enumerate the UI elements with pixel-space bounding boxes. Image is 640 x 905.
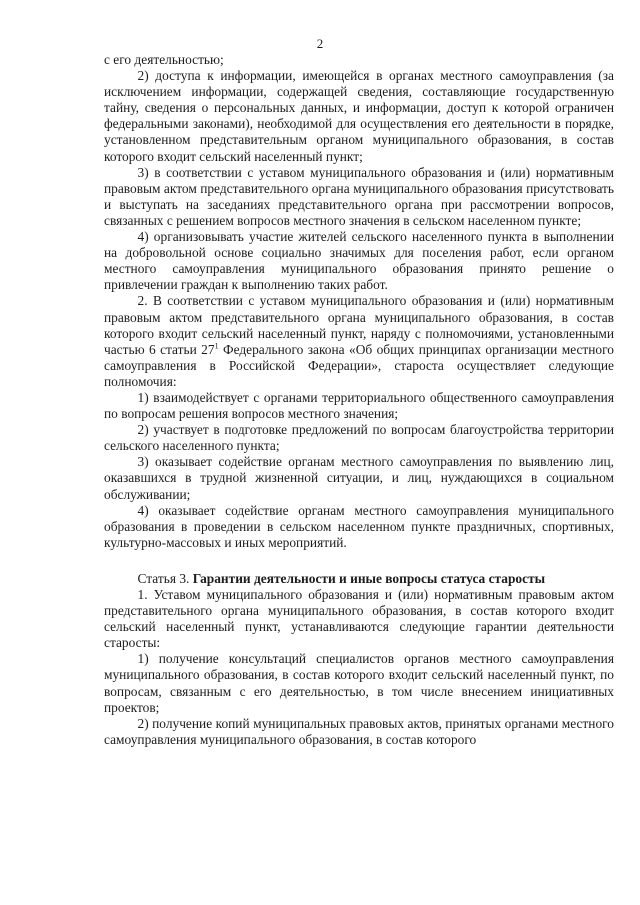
paragraph: 1. Уставом муниципального образования и (или) нормативным правовым актом представительного органа муниципального образования, в состав которого входит сельский населенный пункт, устанавливаются следующие гарантии деятельности старосты: [104, 587, 614, 651]
paragraph-powers [104, 293, 614, 390]
paragraph: 2) доступа к информации, имеющейся в органах местного самоуправления (за исключением информации, содержащей сведения, составляющие государственную тайну, сведения о персональных данных, и информации, доступ к которой ограничен федеральными законами), необходимой для осуществления его деятельности в порядке, установленном представительным органом муниципального образования, в состав которого входит сельский населенный пункт; [104, 68, 614, 164]
document-body [104, 52, 614, 748]
article-heading [104, 571, 614, 587]
article-prefix: Статья 3. [137, 570, 193, 586]
paragraph: 1) взаимодействует с органами территориального общественного самоуправления по вопросам решения вопросов местного значения; [104, 389, 614, 422]
paragraph: 3) оказывает содействие органам местного самоуправления по выявлению лиц, оказавшихся в трудной жизненной ситуации, и лиц, нуждающихся в социальном обслуживании; [104, 454, 614, 502]
article-title: Гарантии деятельности и иные вопросы статуса старосты [192, 570, 546, 586]
paragraph: с его деятельностью; [104, 52, 224, 67]
paragraph-powers-text: 2. В соответствии с уставом муниципального образования и (или) нормативным правовым актом представительного органа муниципального образования, в состав которого входит сельский населенный пункт, наряду с полномочиями, установленными частью 6 статьи 27 [104, 293, 614, 357]
paragraph: 1) получение консультаций специалистов органов местного самоуправления муниципального образования, в состав которого входит сельский населенный пункт, по вопросам, связанным с его деятельностью, в том числе внесением инициативных проектов; [104, 651, 614, 715]
superscript: 1 [214, 341, 219, 351]
paragraph-powers-text-end: Федерального закона «Об общих принципах организации местного самоуправления в Российской Федерации», староста осуществляет следующие полномочия: [104, 341, 614, 389]
paragraph: 2) получение копий муниципальных правовых актов, принятых органами местного самоуправления муниципального образования, в состав которого [104, 715, 614, 747]
paragraph: 4) организовывать участие жителей сельского населенного пункта в выполнении на добровольной основе социально значимых для поселения работ, если органом местного самоуправления муниципального образования принято решение о привлечении граждан к выполнению таких работ. [104, 229, 614, 293]
paragraph: 2) участвует в подготовке предложений по вопросам благоустройства территории сельского населенного пункта; [104, 422, 614, 454]
page-number: 2 [316, 36, 324, 51]
paragraph: 3) в соответствии с уставом муниципального образования и (или) нормативным правовым актом представительного органа муниципального образования присутствовать и выступать на заседаниях представительного органа при рассмотрении вопросов, связанных с решением вопросов местного значения в сельском населенном пункте; [104, 164, 614, 228]
paragraph: 4) оказывает содействие органам местного самоуправления муниципального образования в проведении в сельском населенном пункте праздничных, спортивных, культурно-массовых и иных мероприятий. [104, 502, 614, 550]
